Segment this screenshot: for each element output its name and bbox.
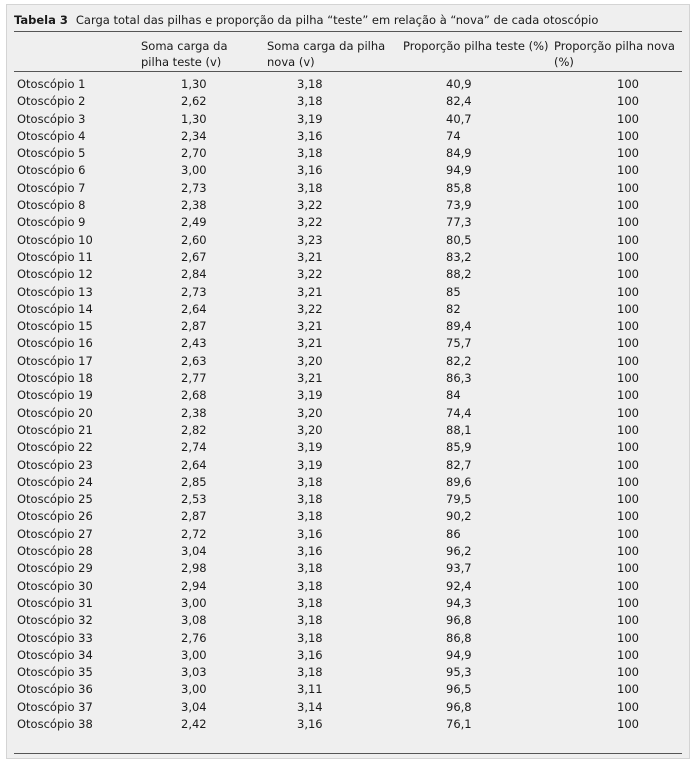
cell-soma-nova: 3,19 xyxy=(297,440,323,455)
header-row xyxy=(14,38,684,76)
table-row xyxy=(14,526,684,543)
cell-otoscopio: Otoscópio 9 xyxy=(17,215,86,230)
cell-otoscopio: Otoscópio 36 xyxy=(17,682,93,697)
table-caption xyxy=(14,12,598,28)
cell-soma-teste: 2,38 xyxy=(181,198,207,213)
cell-prop-nova: 100 xyxy=(617,716,639,731)
cell-prop-teste: 95,3 xyxy=(446,665,472,680)
cell-soma-nova: 3,14 xyxy=(297,699,323,714)
table-body xyxy=(14,76,684,733)
cell-soma-teste: 3,00 xyxy=(181,163,207,178)
cell-prop-nova: 100 xyxy=(617,665,639,680)
cell-soma-nova: 3,20 xyxy=(297,422,323,437)
cell-soma-nova: 3,21 xyxy=(297,319,323,334)
cell-otoscopio: Otoscópio 14 xyxy=(17,301,93,316)
cell-prop-nova: 100 xyxy=(617,284,639,299)
table-row xyxy=(14,162,684,179)
cell-soma-teste: 2,34 xyxy=(181,128,207,143)
table-row xyxy=(14,76,684,93)
cell-otoscopio: Otoscópio 22 xyxy=(17,440,93,455)
cell-prop-nova: 100 xyxy=(617,198,639,213)
cell-soma-teste: 3,08 xyxy=(181,613,207,628)
table-row xyxy=(14,508,684,525)
table-row xyxy=(14,335,684,352)
cell-prop-teste: 88,1 xyxy=(446,422,472,437)
header-cell-prop-nova: Proporção pilha nova (%) xyxy=(554,39,675,69)
cell-soma-teste: 2,64 xyxy=(181,457,207,472)
cell-otoscopio: Otoscópio 15 xyxy=(17,319,93,334)
cell-soma-teste: 2,94 xyxy=(181,578,207,593)
cell-soma-nova: 3,21 xyxy=(297,371,323,386)
cell-prop-nova: 100 xyxy=(617,647,639,662)
table-row xyxy=(14,405,684,422)
cell-prop-nova: 100 xyxy=(617,526,639,541)
cell-soma-nova: 3,16 xyxy=(297,647,323,662)
cell-otoscopio: Otoscópio 35 xyxy=(17,665,93,680)
cell-soma-teste: 2,38 xyxy=(181,405,207,420)
cell-prop-nova: 100 xyxy=(617,630,639,645)
cell-otoscopio: Otoscópio 18 xyxy=(17,371,93,386)
cell-otoscopio: Otoscópio 16 xyxy=(17,336,93,351)
cell-otoscopio: Otoscópio 30 xyxy=(17,578,93,593)
cell-soma-nova: 3,18 xyxy=(297,77,323,91)
cell-prop-teste: 86 xyxy=(446,526,461,541)
cell-soma-teste: 3,04 xyxy=(181,544,207,559)
table-row xyxy=(14,214,684,231)
cell-otoscopio: Otoscópio 4 xyxy=(17,128,86,143)
cell-prop-nova: 100 xyxy=(617,699,639,714)
cell-prop-teste: 94,9 xyxy=(446,163,472,178)
cell-prop-teste: 89,6 xyxy=(446,474,472,489)
table-row xyxy=(14,612,684,629)
data-table xyxy=(14,38,684,733)
cell-prop-nova: 100 xyxy=(617,232,639,247)
cell-soma-nova: 3,16 xyxy=(297,526,323,541)
cell-otoscopio: Otoscópio 12 xyxy=(17,267,93,282)
header-cell-soma-nova: Soma carga da pilha nova (v) xyxy=(267,39,386,69)
cell-soma-nova: 3,21 xyxy=(297,336,323,351)
cell-prop-nova: 100 xyxy=(617,128,639,143)
header-cell-name xyxy=(14,38,129,76)
cell-soma-nova: 3,16 xyxy=(297,128,323,143)
cell-soma-nova: 3,20 xyxy=(297,353,323,368)
cell-soma-nova: 3,18 xyxy=(297,146,323,161)
cell-soma-nova: 3,16 xyxy=(297,716,323,731)
cell-otoscopio: Otoscópio 7 xyxy=(17,180,86,195)
cell-prop-nova: 100 xyxy=(617,474,639,489)
cell-prop-teste: 93,7 xyxy=(446,561,472,576)
cell-soma-nova: 3,18 xyxy=(297,94,323,109)
cell-soma-teste: 2,62 xyxy=(181,94,207,109)
cell-soma-nova: 3,20 xyxy=(297,405,323,420)
table-row xyxy=(14,681,684,698)
cell-otoscopio: Otoscópio 25 xyxy=(17,492,93,507)
cell-soma-nova: 3,18 xyxy=(297,613,323,628)
table-row xyxy=(14,387,684,404)
bottom-rule xyxy=(14,753,682,754)
cell-soma-teste: 2,82 xyxy=(181,422,207,437)
cell-prop-teste: 74 xyxy=(446,128,461,143)
table-row xyxy=(14,439,684,456)
cell-prop-teste: 83,2 xyxy=(446,249,472,264)
cell-soma-teste: 2,72 xyxy=(181,526,207,541)
cell-soma-nova: 3,21 xyxy=(297,284,323,299)
cell-soma-nova: 3,11 xyxy=(297,682,323,697)
table-row xyxy=(14,543,684,560)
cell-prop-nova: 100 xyxy=(617,388,639,403)
cell-soma-teste: 2,76 xyxy=(181,630,207,645)
cell-otoscopio: Otoscópio 31 xyxy=(17,595,93,610)
cell-soma-nova: 3,16 xyxy=(297,163,323,178)
cell-soma-teste: 2,84 xyxy=(181,267,207,282)
header-cell-soma-teste: Soma carga da pilha teste (v) xyxy=(141,39,228,69)
cell-prop-nova: 100 xyxy=(617,353,639,368)
cell-prop-nova: 100 xyxy=(617,457,639,472)
table-row xyxy=(14,578,684,595)
cell-prop-teste: 96,5 xyxy=(446,682,472,697)
cell-prop-teste: 94,3 xyxy=(446,595,472,610)
cell-otoscopio: Otoscópio 29 xyxy=(17,561,93,576)
cell-prop-teste: 92,4 xyxy=(446,578,472,593)
cell-soma-nova: 3,18 xyxy=(297,509,323,524)
cell-prop-nova: 100 xyxy=(617,578,639,593)
cell-otoscopio: Otoscópio 2 xyxy=(17,94,86,109)
cell-otoscopio: Otoscópio 8 xyxy=(17,198,86,213)
cell-prop-teste: 73,9 xyxy=(446,198,472,213)
cell-soma-teste: 2,70 xyxy=(181,146,207,161)
table-row xyxy=(14,111,684,128)
cell-soma-teste: 2,85 xyxy=(181,474,207,489)
cell-prop-nova: 100 xyxy=(617,336,639,351)
cell-soma-nova: 3,22 xyxy=(297,267,323,282)
table-row xyxy=(14,474,684,491)
cell-soma-nova: 3,18 xyxy=(297,180,323,195)
cell-prop-teste: 74,4 xyxy=(446,405,472,420)
cell-soma-teste: 2,67 xyxy=(181,249,207,264)
cell-soma-teste: 3,04 xyxy=(181,699,207,714)
cell-prop-teste: 82,7 xyxy=(446,457,472,472)
cell-otoscopio: Otoscópio 19 xyxy=(17,388,93,403)
table-row xyxy=(14,232,684,249)
table-row xyxy=(14,422,684,439)
cell-prop-teste: 82,4 xyxy=(446,94,472,109)
table-row xyxy=(14,370,684,387)
cell-prop-nova: 100 xyxy=(617,249,639,264)
table-row xyxy=(14,353,684,370)
cell-prop-nova: 100 xyxy=(617,94,639,109)
cell-otoscopio: Otoscópio 32 xyxy=(17,613,93,628)
cell-prop-nova: 100 xyxy=(617,492,639,507)
cell-soma-nova: 3,19 xyxy=(297,457,323,472)
table-label: Tabela 3 xyxy=(14,13,68,27)
cell-prop-teste: 85,8 xyxy=(446,180,472,195)
cell-soma-teste: 2,53 xyxy=(181,492,207,507)
cell-soma-teste: 2,73 xyxy=(181,180,207,195)
cell-soma-teste: 1,30 xyxy=(181,111,207,126)
cell-prop-nova: 100 xyxy=(617,595,639,610)
cell-soma-nova: 3,18 xyxy=(297,595,323,610)
cell-prop-teste: 40,7 xyxy=(446,111,472,126)
cell-prop-teste: 96,2 xyxy=(446,544,472,559)
cell-otoscopio: Otoscópio 27 xyxy=(17,526,93,541)
table-row xyxy=(14,93,684,110)
cell-prop-nova: 100 xyxy=(617,405,639,420)
cell-otoscopio: Otoscópio 38 xyxy=(17,716,93,731)
cell-prop-teste: 86,8 xyxy=(446,630,472,645)
cell-otoscopio: Otoscópio 1 xyxy=(17,77,86,91)
cell-soma-teste: 2,98 xyxy=(181,561,207,576)
cell-prop-teste: 88,2 xyxy=(446,267,472,282)
cell-prop-nova: 100 xyxy=(617,111,639,126)
cell-soma-teste: 2,42 xyxy=(181,716,207,731)
cell-prop-teste: 84 xyxy=(446,388,461,403)
cell-soma-nova: 3,22 xyxy=(297,301,323,316)
cell-otoscopio: Otoscópio 28 xyxy=(17,544,93,559)
table-row xyxy=(14,560,684,577)
cell-prop-teste: 84,9 xyxy=(446,146,472,161)
cell-soma-teste: 2,74 xyxy=(181,440,207,455)
cell-otoscopio: Otoscópio 20 xyxy=(17,405,93,420)
table-row xyxy=(14,318,684,335)
cell-otoscopio: Otoscópio 33 xyxy=(17,630,93,645)
cell-prop-teste: 80,5 xyxy=(446,232,472,247)
cell-otoscopio: Otoscópio 37 xyxy=(17,699,93,714)
cell-otoscopio: Otoscópio 3 xyxy=(17,111,86,126)
cell-soma-nova: 3,19 xyxy=(297,388,323,403)
cell-prop-nova: 100 xyxy=(617,215,639,230)
table-panel xyxy=(6,4,690,759)
cell-otoscopio: Otoscópio 21 xyxy=(17,422,93,437)
cell-prop-nova: 100 xyxy=(617,146,639,161)
cell-soma-teste: 3,00 xyxy=(181,595,207,610)
cell-prop-nova: 100 xyxy=(617,180,639,195)
table-row xyxy=(14,716,684,733)
cell-prop-nova: 100 xyxy=(617,422,639,437)
cell-prop-teste: 90,2 xyxy=(446,509,472,524)
cell-soma-teste: 2,64 xyxy=(181,301,207,316)
cell-otoscopio: Otoscópio 23 xyxy=(17,457,93,472)
cell-soma-nova: 3,18 xyxy=(297,630,323,645)
cell-prop-nova: 100 xyxy=(617,544,639,559)
cell-soma-teste: 2,43 xyxy=(181,336,207,351)
table-row xyxy=(14,595,684,612)
cell-soma-teste: 1,30 xyxy=(181,77,207,91)
cell-soma-teste: 2,49 xyxy=(181,215,207,230)
cell-prop-teste: 79,5 xyxy=(446,492,472,507)
table-row xyxy=(14,457,684,474)
cell-soma-nova: 3,16 xyxy=(297,544,323,559)
cell-soma-teste: 2,68 xyxy=(181,388,207,403)
cell-soma-nova: 3,19 xyxy=(297,111,323,126)
table-row xyxy=(14,197,684,214)
cell-prop-teste: 82 xyxy=(446,301,461,316)
table-row xyxy=(14,664,684,681)
cell-prop-nova: 100 xyxy=(617,163,639,178)
cell-prop-teste: 89,4 xyxy=(446,319,472,334)
table-row xyxy=(14,180,684,197)
table-row xyxy=(14,699,684,716)
cell-prop-teste: 94,9 xyxy=(446,647,472,662)
cell-soma-teste: 2,63 xyxy=(181,353,207,368)
cell-prop-teste: 85,9 xyxy=(446,440,472,455)
cell-prop-nova: 100 xyxy=(617,440,639,455)
cell-otoscopio: Otoscópio 34 xyxy=(17,647,93,662)
cell-soma-nova: 3,22 xyxy=(297,198,323,213)
cell-prop-teste: 76,1 xyxy=(446,716,472,731)
table-row xyxy=(14,630,684,647)
cell-soma-nova: 3,18 xyxy=(297,578,323,593)
cell-otoscopio: Otoscópio 6 xyxy=(17,163,86,178)
cell-prop-nova: 100 xyxy=(617,319,639,334)
cell-soma-teste: 2,87 xyxy=(181,509,207,524)
cell-prop-teste: 75,7 xyxy=(446,336,472,351)
table-row xyxy=(14,301,684,318)
cell-prop-teste: 96,8 xyxy=(446,613,472,628)
cell-prop-teste: 85 xyxy=(446,284,461,299)
cell-otoscopio: Otoscópio 10 xyxy=(17,232,93,247)
cell-soma-nova: 3,18 xyxy=(297,492,323,507)
cell-otoscopio: Otoscópio 24 xyxy=(17,474,93,489)
cell-prop-nova: 100 xyxy=(617,371,639,386)
cell-prop-nova: 100 xyxy=(617,301,639,316)
cell-prop-teste: 40,9 xyxy=(446,77,472,91)
cell-prop-nova: 100 xyxy=(617,509,639,524)
cell-prop-teste: 86,3 xyxy=(446,371,472,386)
table-row xyxy=(14,266,684,283)
cell-soma-teste: 3,03 xyxy=(181,665,207,680)
cell-otoscopio: Otoscópio 26 xyxy=(17,509,93,524)
table-row xyxy=(14,284,684,301)
cell-prop-teste: 96,8 xyxy=(446,699,472,714)
cell-soma-nova: 3,18 xyxy=(297,474,323,489)
cell-soma-teste: 3,00 xyxy=(181,647,207,662)
cell-soma-teste: 2,87 xyxy=(181,319,207,334)
cell-soma-nova: 3,18 xyxy=(297,561,323,576)
cell-prop-nova: 100 xyxy=(617,561,639,576)
cell-prop-nova: 100 xyxy=(617,613,639,628)
table-row xyxy=(14,647,684,664)
cell-soma-teste: 2,60 xyxy=(181,232,207,247)
header-cell-prop-teste: Proporção pilha teste (%) xyxy=(403,39,549,53)
cell-soma-nova: 3,22 xyxy=(297,215,323,230)
cell-soma-teste: 3,00 xyxy=(181,682,207,697)
cell-prop-teste: 82,2 xyxy=(446,353,472,368)
table-row xyxy=(14,128,684,145)
cell-soma-nova: 3,21 xyxy=(297,249,323,264)
table-row xyxy=(14,145,684,162)
cell-otoscopio: Otoscópio 17 xyxy=(17,353,93,368)
table-row xyxy=(14,249,684,266)
cell-otoscopio: Otoscópio 5 xyxy=(17,146,86,161)
cell-prop-nova: 100 xyxy=(617,682,639,697)
cell-soma-nova: 3,23 xyxy=(297,232,323,247)
cell-soma-teste: 2,77 xyxy=(181,371,207,386)
top-rule xyxy=(14,31,682,32)
table-title: Carga total das pilhas e proporção da pilha “teste” em relação à “nova” de cada otoscópio xyxy=(75,13,599,27)
cell-prop-nova: 100 xyxy=(617,77,639,91)
cell-otoscopio: Otoscópio 13 xyxy=(17,284,93,299)
cell-prop-nova: 100 xyxy=(617,267,639,282)
table-row xyxy=(14,491,684,508)
cell-soma-teste: 2,73 xyxy=(181,284,207,299)
cell-prop-teste: 77,3 xyxy=(446,215,472,230)
cell-soma-nova: 3,18 xyxy=(297,665,323,680)
cell-otoscopio: Otoscópio 11 xyxy=(17,249,93,264)
